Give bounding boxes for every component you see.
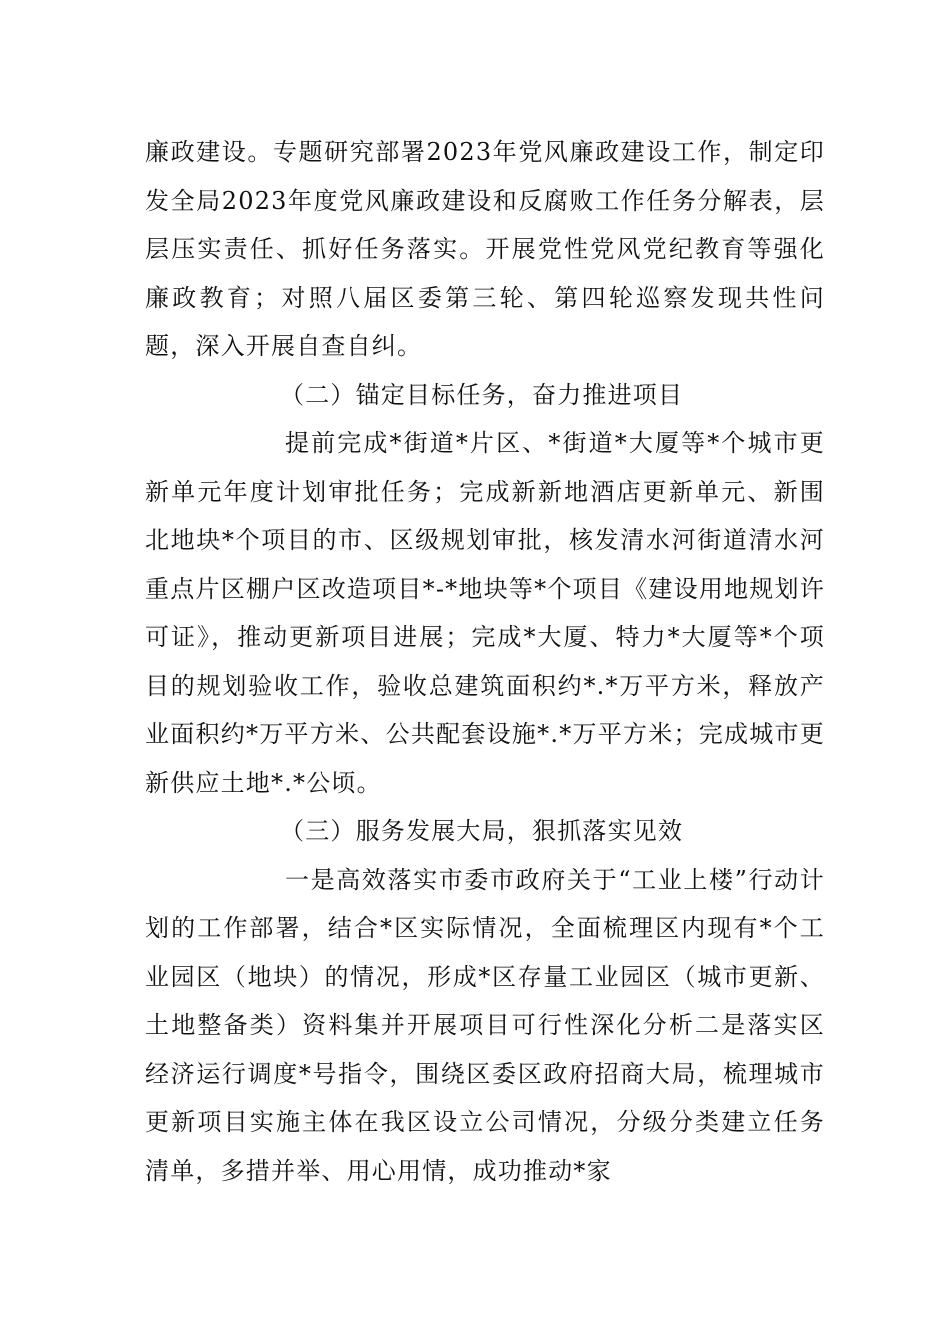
paragraph-development-service: 一是高效落实市委市政府关于“工业上楼”行动计划的工作部署，结合*区实际情况，全面梳理区内现有*个工业园区（地块）的情况，形成*区存量工业园区（城市更新、土地整备类）资料集并开展项目可行性深化分析二是落实区经济运行调度*号指令，围绕区委区政府招商大局，梳理城市更新项目实施主体在我区设立公司情况，分级分类建立任务清单，多措并举、用心用情，成功推动*家 — [145, 865, 825, 1185]
document-body — [145, 128, 825, 1195]
section-heading-2: （二）锚定目标任务，奋力推进项目 — [280, 380, 684, 409]
section-heading-3: （三）服务发展大局，狠抓落实见效 — [280, 817, 684, 845]
paragraph-project-progress: 提前完成*街道*片区、*街道*大厦等*个城市更新单元年度计划审批任务；完成新新地酒店更新单元、新围北地块*个项目的市、区级规划审批，核发清水河街道清水河重点片区棚户区改造项目*-*地块等*个项目《建设用地规划许可证》，推动更新项目进展；完成*大厦、特力*大厦等*个项目的规划验收工作，验收总建筑面积约*.*万平方米，释放产业面积约*万平方米、公共配套设施*.*万平方米；完成城市更新供应土地*.*公顷。 — [145, 429, 825, 797]
paragraph-party-conduct: 廉政建设。专题研究部署2023年党风廉政建设工作，制定印发全局2023年度党风廉政建设和反腐败工作任务分解表，层层压实责任、抓好任务落实。开展党性党风党纪教育等强化廉政教育；对照八届区委第三轮、第四轮巡察发现共性问题，深入开展自查自纠。 — [145, 138, 825, 360]
